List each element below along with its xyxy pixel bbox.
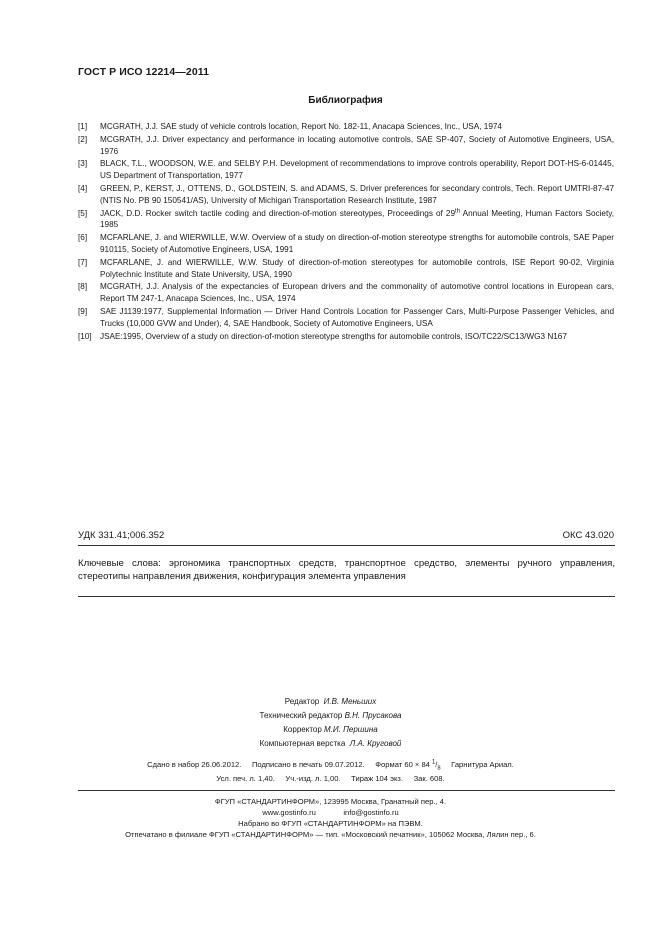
imprint-format: Формат 60 × 84 [375, 760, 430, 769]
ref-text: MCFARLANE, J. and WIERWILLE, W.W. Overview of a study on direction-of-motion stereotype strengths for automobile controls, SAE Paper 910115, Society of Automotive Engineers, USA, 1991 [100, 233, 614, 254]
classification-row [78, 530, 614, 541]
ref-number: [2] [78, 134, 88, 144]
list-item [78, 208, 614, 231]
publisher-address: ФГУП «СТАНДАРТИНФОРМ», 123995 Москва, Гранатный пер., 4. [214, 797, 447, 806]
udk-code: УДК 331.41;006.352 [78, 530, 165, 541]
list-item [78, 257, 614, 280]
imprint-tirazh: Тираж 104 экз. [351, 774, 403, 783]
editor-role: Корректор [283, 725, 322, 734]
divider [78, 790, 615, 791]
editor-role: Компьютерная верстка [259, 739, 346, 748]
ref-number: [5] [78, 208, 88, 218]
editor-line [0, 739, 661, 748]
ref-text [100, 208, 614, 231]
imprint-line-1 [0, 760, 661, 771]
divider [78, 596, 615, 597]
publisher-website: www.gostinfo.ru [262, 808, 316, 817]
fraction-denominator: 8 [437, 765, 441, 772]
standard-header: ГОСТ Р ИСО 12214—2011 [78, 66, 210, 78]
imprint-typeface: Гарнитура Ариал. [451, 760, 514, 769]
ref-number: [6] [78, 233, 88, 243]
list-item [78, 134, 614, 157]
publisher-email: info@gostinfo.ru [343, 808, 399, 817]
imprint-line-2 [0, 774, 661, 783]
list-item [78, 158, 614, 181]
publisher-contacts [0, 808, 661, 817]
ref-text: JSAE:1995, Overview of a study on direction-of-motion stereotype strengths for automobile controls, ISO/TC22/SC13/WG3 N167 [100, 331, 567, 341]
editor-role: Технический редактор [259, 711, 343, 720]
keywords: Ключевые слова: эргономика транспортных средств, транспортное средство, элементы ручного управления, стереотипы направления движения, конфигурация элемента управления [78, 558, 615, 582]
publisher-printed: Отпечатано в филиале ФГУП «СТАНДАРТИНФОРМ» — тип. «Московский печатник», 105062 Москва, Лялин пер., 6. [125, 830, 536, 839]
ref-text: MCFARLANE, J. and WIERWILLE, W.W. Study of direction-of-motion stereotypes for automobile controls, ISE Report 90-02, Virginia Polytechnic Institute and State University, USA, 1990 [100, 257, 614, 279]
ref-text: BLACK, T.L., WOODSON, W.E. and SELBY P.H. Development of recommendations to improve controls operability, Report DOT-HS-6-01445, US Department of Transportation, 1977 [100, 159, 614, 181]
imprint-zak: Зак. 608. [413, 774, 445, 783]
ref-number: [8] [78, 282, 88, 292]
ref-text-main: JACK, D.D. Rocker switch tactile coding and direction-of-motion stereotypes, Proceedings of 29 [100, 208, 456, 218]
ref-number: [3] [78, 159, 88, 169]
imprint-pl: Усл. печ. л. 1,40. [216, 774, 275, 783]
editor-role: Редактор [284, 697, 320, 706]
ref-text: MCGRATH, J.J. Driver expectancy and performance in locating automotive controls, SAE SP-407, Society of Automotive Engineers, USA, 1976 [100, 134, 614, 156]
fraction-numerator: 1 [432, 759, 436, 766]
imprint-set: Сдано в набор 26.06.2012. [147, 760, 242, 769]
bibliography-title: Библиография [308, 95, 383, 106]
bibliography-list [78, 121, 614, 344]
editor-line [0, 697, 661, 706]
list-item [78, 281, 614, 304]
publisher-typeset: Набрано во ФГУП «СТАНДАРТИНФОРМ» на ПЭВМ. [238, 819, 423, 828]
ref-text: GREEN, P., KERST, J., OTTENS, D., GOLDSTEIN, S. and ADAMS, S. Driver preferences for secondary controls, Tech. Report UMTRI-87-47 (NTIS No. PB 90 150541/AS), University of Michigan Transportation Research Institute, 1987 [100, 184, 614, 205]
ref-superscript: th [455, 207, 461, 214]
imprint-uch: Уч.-изд. л. 1,00. [285, 774, 341, 783]
editor-line [0, 711, 661, 720]
editor-name: В.Н. Прусакова [344, 711, 402, 720]
imprint-format-fraction: $^1/_8$ [432, 759, 441, 772]
ref-number: [7] [78, 257, 88, 267]
editor-name: М.И. Першина [324, 725, 378, 734]
ref-text: MCGRATH, J.J. Analysis of the expectancies of European drivers and the commonality of automotive control locations in European cars, Report TM 247-1, Anacapa Sciences, Inc., USA, 1974 [100, 282, 614, 304]
list-item [78, 183, 614, 206]
imprint-signed: Подписано в печать 09.07.2012. [251, 760, 365, 769]
ref-number: [10] [78, 331, 92, 341]
list-item [78, 232, 614, 255]
ref-text: SAE J1139:1977, Supplemental Information — Driver Hand Controls Location for Passenger Cars, Multi-Purpose Passenger Vehicles, and Trucks (10,000 GVW and Under), 4, SAE Handbook, Society of Automotive Engineers, USA [100, 307, 614, 328]
editor-name: И.В. Меньших [323, 697, 377, 706]
ref-text: MCGRATH, J.J. SAE study of vehicle controls location, Report No. 182-11, Anacapa Sciences, Inc., USA, 1974 [100, 122, 502, 131]
divider [78, 545, 615, 546]
ref-number: [9] [78, 307, 88, 317]
editor-name: Л.А. Круговой [349, 739, 402, 748]
list-item [78, 306, 614, 329]
ref-number: [1] [78, 122, 88, 131]
oks-code: ОКС 43.020 [562, 530, 614, 541]
editor-line [0, 725, 661, 734]
list-item [78, 331, 614, 343]
ref-text-rest: Annual Meeting, Human Factors Society, 1985 [100, 208, 615, 230]
list-item [78, 121, 614, 133]
ref-number: [4] [78, 184, 88, 194]
